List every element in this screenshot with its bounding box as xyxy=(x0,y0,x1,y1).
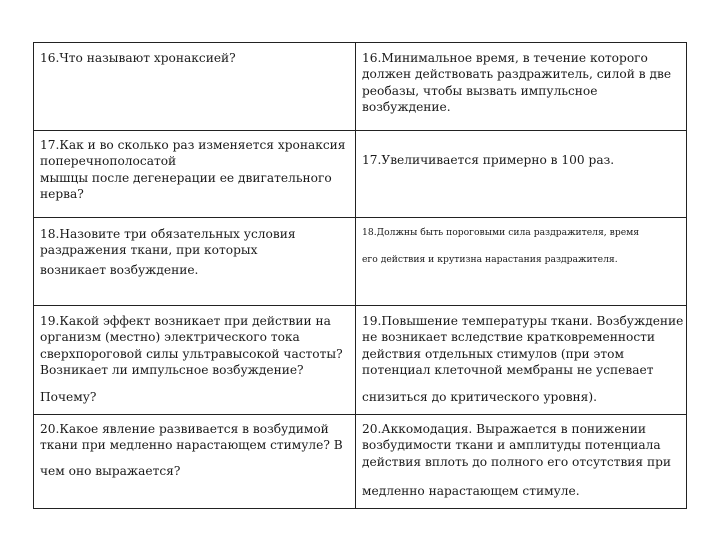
answer-cell xyxy=(356,306,686,414)
answer-text: снизиться до критического уровня). xyxy=(362,389,597,404)
answer-text: 18.Должны быть пороговыми сила раздражителя, время xyxy=(362,227,640,238)
question-cell xyxy=(34,415,356,508)
question-text: Почему? xyxy=(40,389,97,404)
question-text: возникает возбуждение. xyxy=(40,262,199,277)
answer-text: не возникает вследствие кратковременности xyxy=(362,330,656,345)
question-cell xyxy=(34,306,356,414)
question-text: Возникает ли импульсное возбуждение? xyxy=(40,363,304,378)
qa-table xyxy=(33,42,687,509)
answer-text: 20.Аккомодация. Выражается в понижении xyxy=(362,422,646,436)
answer-text: потенциал клеточной мембраны не успевает xyxy=(362,363,654,378)
table-row xyxy=(34,130,686,217)
table-row xyxy=(34,217,686,305)
answer-cell xyxy=(356,415,686,508)
question-cell xyxy=(34,43,356,130)
answer-text: 19.Повышение температуры ткани. Возбуждение xyxy=(362,314,684,328)
answer-cell xyxy=(356,43,686,130)
answer-cell xyxy=(356,131,686,217)
question-text: раздражения ткани, при которых xyxy=(40,243,258,258)
question-text: нерва? xyxy=(40,187,84,202)
answer-text: 16.Минимальное время, в течение которого xyxy=(362,51,648,65)
table-row xyxy=(34,414,686,508)
question-text: 18.Назовите три обязательных условия xyxy=(40,227,296,241)
question-text: сверхпороговой силы ультравысокой частоты? xyxy=(40,346,343,361)
question-text: ткани при медленно нарастающем стимуле? В xyxy=(40,438,343,453)
answer-text: возбуждение. xyxy=(362,100,451,115)
question-text: чем оно выражается? xyxy=(40,463,181,478)
answer-text: 17.Увеличивается примерно в 100 раз. xyxy=(362,153,615,167)
question-text: организм (местно) электрического тока xyxy=(40,330,300,345)
question-cell xyxy=(34,131,356,217)
question-text: мышцы после дегенерации ее двигательного xyxy=(40,170,332,185)
question-text: поперечнополосатой xyxy=(40,154,177,169)
table-row xyxy=(34,43,686,130)
question-text: 20.Какое явление развивается в возбудимой xyxy=(40,422,329,436)
question-cell xyxy=(34,218,356,305)
answer-text: действия вплоть до полного его отсутствия при xyxy=(362,454,672,469)
table-row xyxy=(34,305,686,414)
answer-text: его действия и крутизна нарастания раздражителя. xyxy=(362,254,618,265)
answer-text: медленно нарастающем стимуле. xyxy=(362,484,580,499)
question-text: 19.Какой эффект возникает при действии на xyxy=(40,314,331,328)
answer-text: должен действовать раздражитель, силой в две xyxy=(362,67,672,82)
answer-text: возбудимости ткани и амплитуды потенциала xyxy=(362,438,661,453)
answer-text: реобазы, чтобы вызвать импульсное xyxy=(362,83,598,98)
question-text: 16.Что называют хронаксией? xyxy=(40,51,236,65)
answer-cell xyxy=(356,218,686,305)
question-text: 17.Как и во сколько раз изменяется хронаксия xyxy=(40,138,346,152)
answer-text: действия отдельных стимулов (при этом xyxy=(362,346,624,361)
